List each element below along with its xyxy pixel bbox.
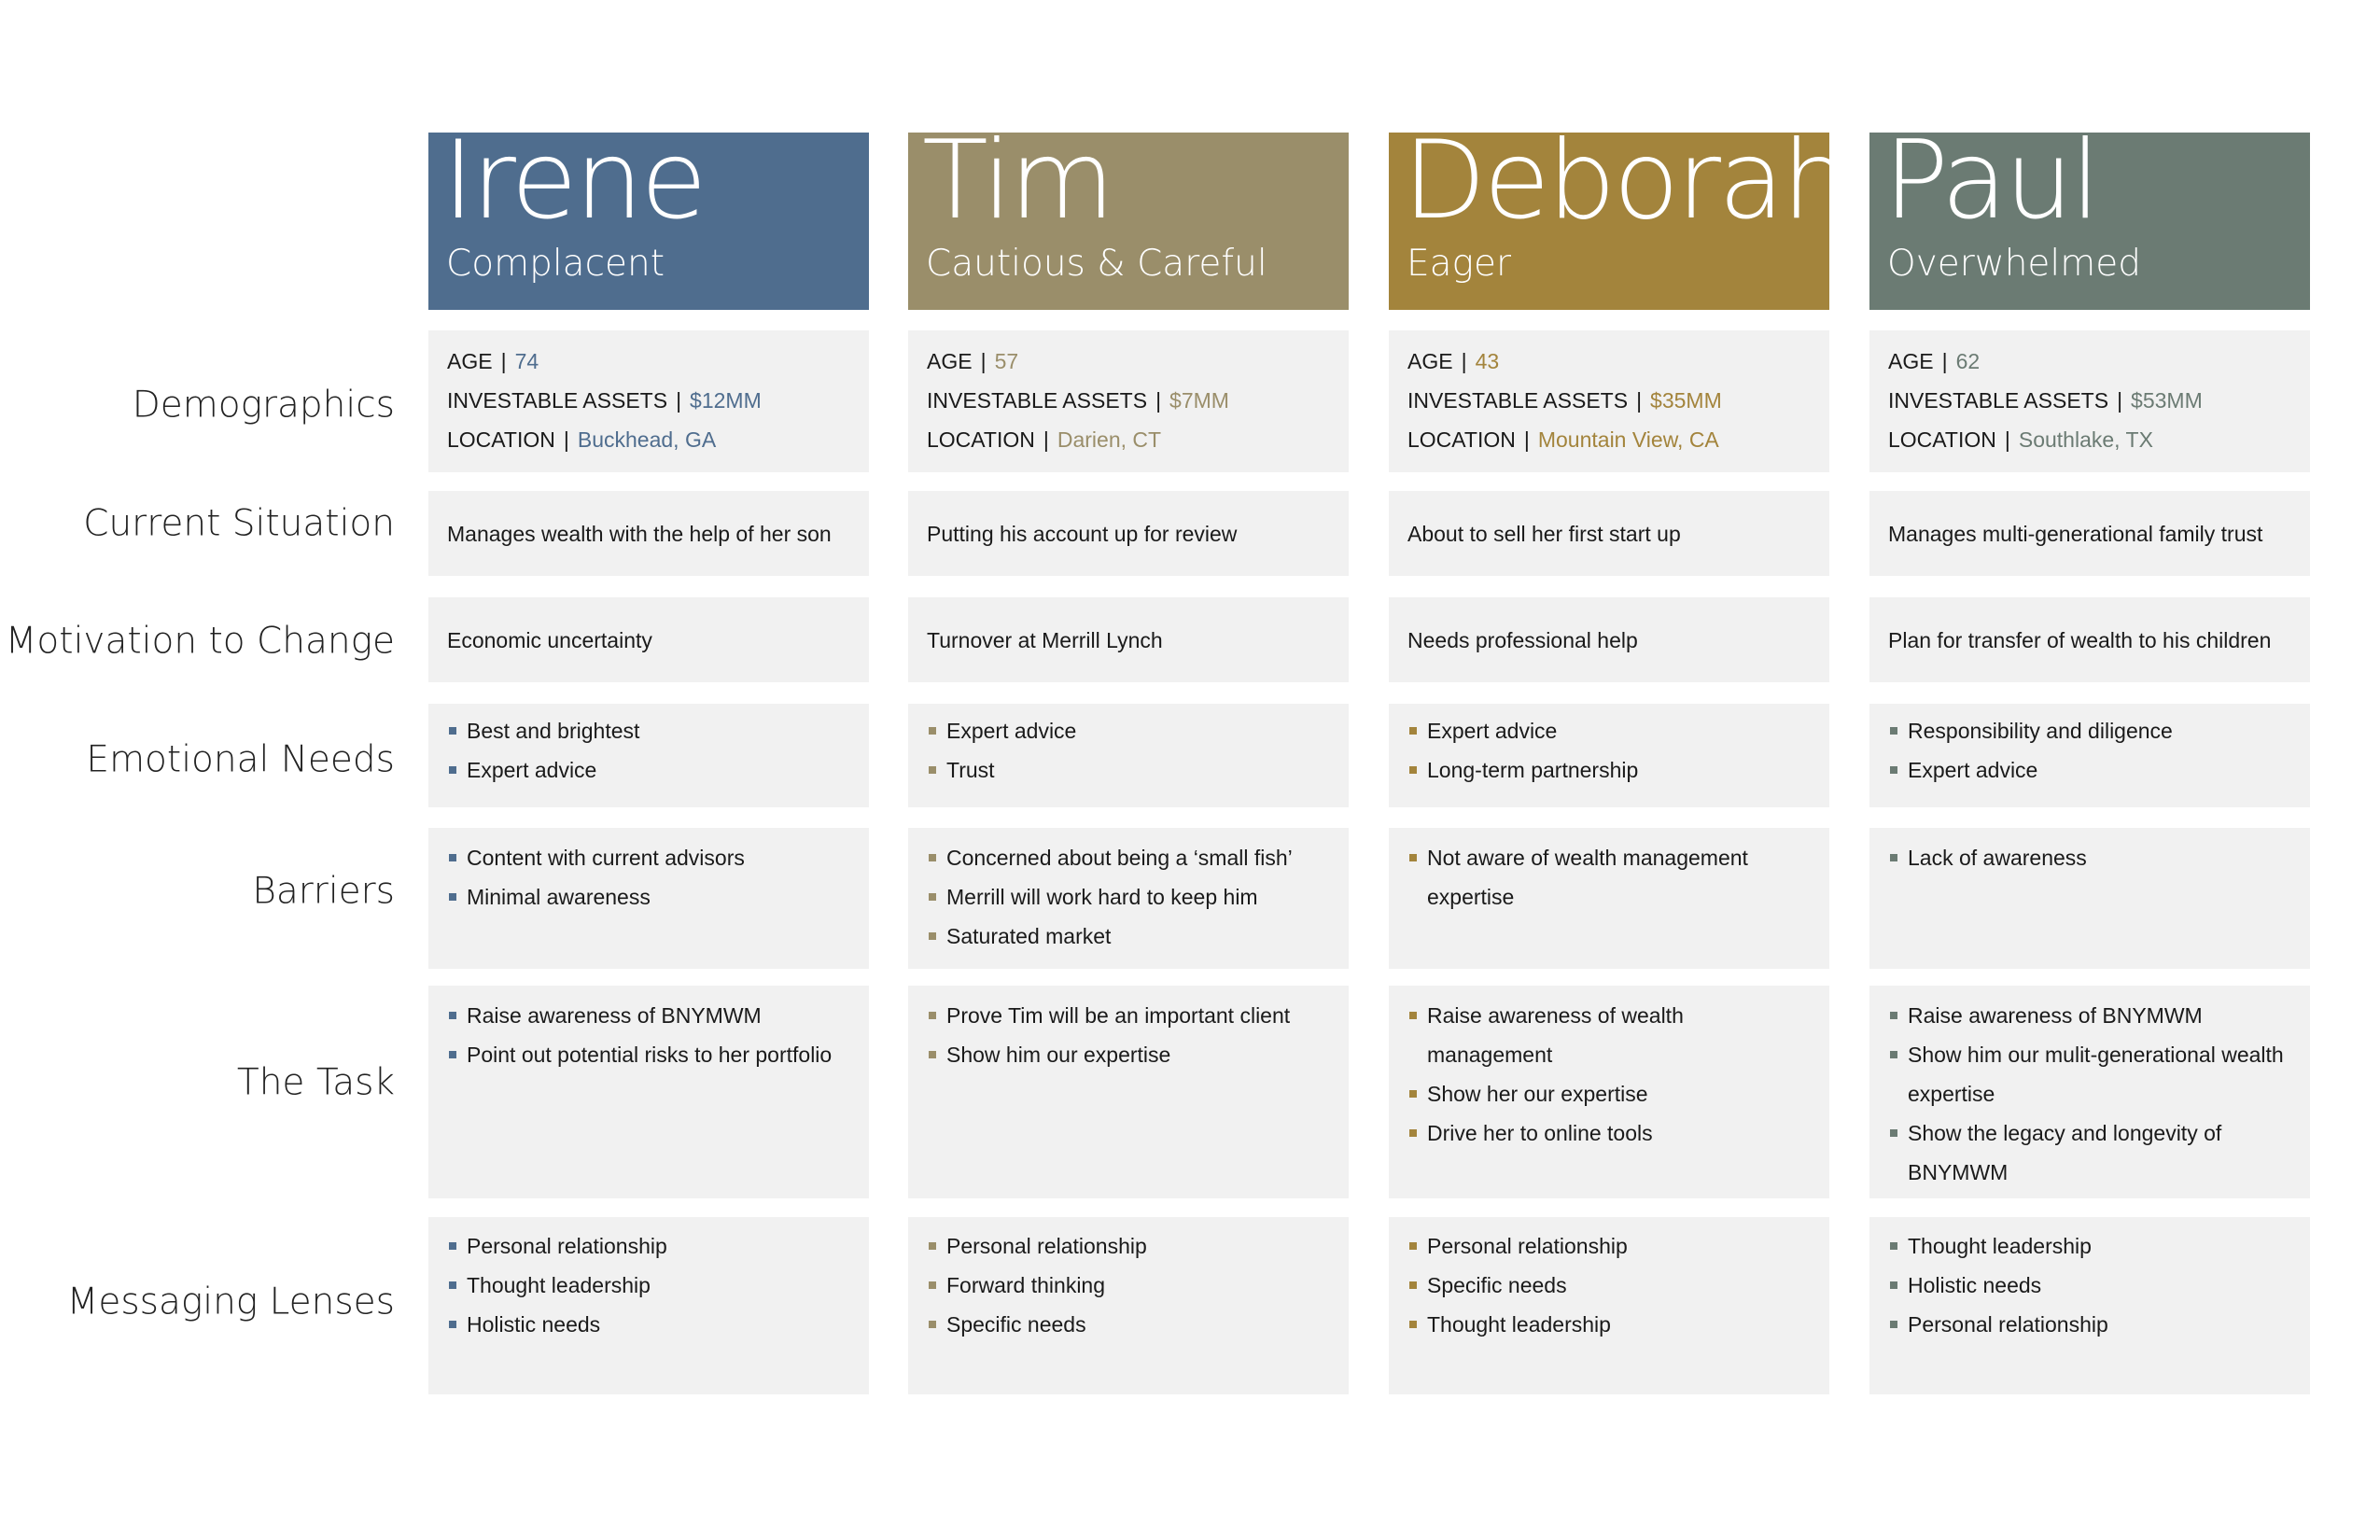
bullet-text: Personal relationship	[1908, 1312, 2108, 1337]
bullet-text: Personal relationship	[467, 1234, 667, 1258]
task-list	[1407, 996, 1813, 1153]
bullet-item	[1888, 996, 2293, 1035]
bullet-square-icon	[929, 1242, 936, 1250]
bullet-item	[447, 877, 852, 917]
motivation-text: Needs professional help	[1407, 627, 1638, 652]
situation-text: Putting his account up for review	[927, 521, 1238, 546]
demo-location-label: LOCATION	[1888, 427, 1996, 452]
row-label-emotional-needs: Emotional Needs	[86, 738, 395, 781]
persona-name: Deborah	[1403, 118, 1848, 244]
bullet-text: Raise awareness of wealth management	[1427, 1003, 1684, 1067]
barriers-list	[927, 838, 1332, 956]
separator: |	[1461, 349, 1467, 373]
bullet-text: Not aware of wealth management expertise	[1427, 846, 1748, 909]
bullet-square-icon	[1409, 1281, 1417, 1289]
emotional-list	[447, 711, 852, 790]
cell-task	[1389, 986, 1829, 1198]
bullet-square-icon	[1409, 1012, 1417, 1019]
row-label-demographics: Demographics	[132, 384, 395, 427]
demo-age-line	[1888, 342, 2293, 381]
bullet-item	[1407, 1226, 1813, 1266]
demo-age-line	[447, 342, 852, 381]
barriers-list	[1888, 838, 2293, 877]
bullet-square-icon	[1890, 1129, 1897, 1137]
cell-motivation	[908, 597, 1349, 682]
situation-text: Manages wealth with the help of her son	[447, 521, 832, 546]
bullet-text: Trust	[946, 758, 995, 782]
bullet-square-icon	[449, 854, 456, 861]
bullet-text: Responsibility and diligence	[1908, 719, 2173, 743]
bullet-item	[447, 1226, 852, 1266]
separator: |	[1636, 388, 1643, 413]
cell-barriers	[1869, 828, 2310, 969]
persona-name: Paul	[1883, 118, 2098, 244]
persona-header	[1869, 118, 2310, 310]
lenses-list	[1888, 1226, 2293, 1344]
demo-location-value: Southlake, TX	[2018, 427, 2153, 452]
bullet-text: Minimal awareness	[467, 885, 651, 909]
barriers-list	[447, 838, 852, 917]
cell-emotional	[428, 704, 869, 807]
bullet-item	[1407, 1305, 1813, 1344]
cell-situation	[1869, 491, 2310, 576]
bullet-square-icon	[449, 727, 456, 735]
demo-age-label: AGE	[927, 349, 973, 373]
bullet-text: Raise awareness of BNYMWM	[467, 1003, 762, 1028]
bullet-item	[927, 1226, 1332, 1266]
bullet-square-icon	[449, 893, 456, 901]
bullet-text: Show him our expertise	[946, 1043, 1171, 1067]
bullet-text: Merrill will work hard to keep him	[946, 885, 1258, 909]
persona-header	[1389, 118, 1848, 310]
barriers-list	[1407, 838, 1813, 917]
demo-location-line	[1407, 420, 1813, 459]
row-label-messaging-lenses: Messaging Lenses	[66, 1281, 395, 1323]
bullet-square-icon	[1890, 1281, 1897, 1289]
motivation-text: Plan for transfer of wealth to his children	[1888, 627, 2272, 652]
bullet-square-icon	[1409, 1321, 1417, 1328]
situation-text: About to sell her first start up	[1407, 521, 1681, 546]
cell-demo	[908, 330, 1349, 472]
separator: |	[1155, 388, 1162, 413]
bullet-square-icon	[449, 1242, 456, 1250]
bullet-square-icon	[1890, 1012, 1897, 1019]
bullet-text: Prove Tim will be an important client	[946, 1003, 1291, 1028]
motivation-text: Turnover at Merrill Lynch	[927, 627, 1163, 652]
bullet-text: Expert advice	[1908, 758, 2038, 782]
separator: |	[2117, 388, 2123, 413]
bullet-square-icon	[1409, 854, 1417, 861]
task-list	[1888, 996, 2293, 1192]
demo-location-label: LOCATION	[1407, 427, 1516, 452]
cell-emotional	[1389, 704, 1829, 807]
demo-location-label: LOCATION	[447, 427, 555, 452]
demo-assets-label: INVESTABLE ASSETS	[1407, 388, 1629, 413]
persona-name: Tim	[922, 118, 1113, 244]
cell-demo	[428, 330, 869, 472]
bullet-text: Point out potential risks to her portfolio	[467, 1043, 833, 1067]
bullet-text: Thought leadership	[1908, 1234, 2092, 1258]
bullet-item	[927, 750, 1332, 790]
bullet-item	[927, 1305, 1332, 1344]
demo-assets-value: $7MM	[1169, 388, 1229, 413]
bullet-item	[927, 838, 1332, 877]
bullet-text: Raise awareness of BNYMWM	[1908, 1003, 2203, 1028]
bullet-square-icon	[449, 766, 456, 774]
bullet-item	[1888, 750, 2293, 790]
emotional-list	[927, 711, 1332, 790]
cell-lenses	[908, 1217, 1349, 1394]
bullet-text: Thought leadership	[467, 1273, 651, 1297]
bullet-text: Expert advice	[1427, 719, 1558, 743]
bullet-square-icon	[449, 1281, 456, 1289]
situation-text: Manages multi-generational family trust	[1888, 521, 2263, 546]
demo-age-value: 57	[994, 349, 1019, 373]
separator: |	[980, 349, 987, 373]
demo-assets-line	[927, 381, 1332, 420]
lenses-list	[1407, 1226, 1813, 1344]
demo-age-label: AGE	[447, 349, 493, 373]
cell-lenses	[428, 1217, 869, 1394]
demo-assets-value: $35MM	[1650, 388, 1722, 413]
bullet-square-icon	[929, 766, 936, 774]
demo-assets-label: INVESTABLE ASSETS	[447, 388, 668, 413]
persona-type: Eager	[1407, 243, 1511, 285]
bullet-text: Expert advice	[467, 758, 597, 782]
bullet-text: Content with current advisors	[467, 846, 745, 870]
bullet-item	[447, 1266, 852, 1305]
bullet-square-icon	[929, 1012, 936, 1019]
bullet-item	[927, 996, 1332, 1035]
bullet-item	[1888, 1266, 2293, 1305]
row-label-current-situation: Current Situation	[83, 502, 395, 545]
bullet-square-icon	[1409, 766, 1417, 774]
bullet-text: Holistic needs	[467, 1312, 601, 1337]
bullet-text: Thought leadership	[1427, 1312, 1611, 1337]
bullet-item	[447, 1305, 852, 1344]
bullet-item	[1407, 1113, 1813, 1153]
bullet-square-icon	[449, 1051, 456, 1058]
bullet-text: Show him our mulit-generational wealth expertise	[1908, 1043, 2284, 1106]
lenses-list	[447, 1226, 852, 1344]
demo-age-value: 62	[1955, 349, 1981, 373]
demo-age-value: 74	[514, 349, 539, 373]
bullet-square-icon	[1409, 1090, 1417, 1098]
bullet-square-icon	[1890, 766, 1897, 774]
bullet-item	[1407, 838, 1813, 917]
bullet-item	[1407, 1266, 1813, 1305]
bullet-item	[447, 838, 852, 877]
cell-barriers	[1389, 828, 1829, 969]
bullet-item	[927, 917, 1332, 956]
bullet-square-icon	[1890, 1242, 1897, 1250]
cell-lenses	[1389, 1217, 1829, 1394]
cell-motivation	[1389, 597, 1829, 682]
bullet-text: Personal relationship	[946, 1234, 1147, 1258]
demo-assets-line	[1407, 381, 1813, 420]
row-label-the-task: The Task	[236, 1061, 395, 1104]
motivation-text: Economic uncertainty	[447, 627, 652, 652]
cell-motivation	[1869, 597, 2310, 682]
cell-situation	[428, 491, 869, 576]
bullet-text: Drive her to online tools	[1427, 1121, 1653, 1145]
separator: |	[676, 388, 682, 413]
demo-age-label: AGE	[1407, 349, 1453, 373]
bullet-text: Show the legacy and longevity of BNYMWM	[1908, 1121, 2222, 1184]
separator: |	[563, 427, 569, 452]
separator: |	[1523, 427, 1530, 452]
persona-type: Cautious & Careful	[926, 243, 1267, 285]
bullet-text: Lack of awareness	[1908, 846, 2087, 870]
demo-assets-line	[447, 381, 852, 420]
cell-barriers	[428, 828, 869, 969]
bullet-item	[1888, 838, 2293, 877]
bullet-item	[1888, 1305, 2293, 1344]
cell-demo	[1389, 330, 1829, 472]
separator: |	[1043, 427, 1049, 452]
bullet-text: Saturated market	[946, 924, 1112, 948]
bullet-square-icon	[929, 1321, 936, 1328]
bullet-square-icon	[1409, 1242, 1417, 1250]
task-list	[927, 996, 1332, 1074]
bullet-item	[1888, 1035, 2293, 1113]
bullet-text: Long-term partnership	[1427, 758, 1639, 782]
bullet-item	[447, 750, 852, 790]
cell-emotional	[908, 704, 1349, 807]
bullet-square-icon	[1890, 1321, 1897, 1328]
bullet-item	[927, 711, 1332, 750]
bullet-square-icon	[1409, 1129, 1417, 1137]
demo-age-line	[927, 342, 1332, 381]
bullet-text: Personal relationship	[1427, 1234, 1628, 1258]
bullet-square-icon	[929, 854, 936, 861]
bullet-item	[1888, 711, 2293, 750]
demo-assets-value: $12MM	[690, 388, 762, 413]
demo-location-value: Darien, CT	[1057, 427, 1162, 452]
demo-location-line	[447, 420, 852, 459]
cell-task	[428, 986, 869, 1198]
bullet-item	[447, 996, 852, 1035]
bullet-text: Expert advice	[946, 719, 1077, 743]
bullet-item	[1888, 1226, 2293, 1266]
row-label-barriers: Barriers	[252, 870, 395, 913]
cell-situation	[1389, 491, 1829, 576]
cell-lenses	[1869, 1217, 2310, 1394]
separator: |	[500, 349, 507, 373]
row-label-motivation-to-change: Motivation to Change	[5, 620, 395, 663]
lenses-list	[927, 1226, 1332, 1344]
bullet-square-icon	[1890, 854, 1897, 861]
bullet-item	[1888, 1113, 2293, 1192]
cell-situation	[908, 491, 1349, 576]
emotional-list	[1407, 711, 1813, 790]
demo-assets-value: $53MM	[2131, 388, 2203, 413]
cell-emotional	[1869, 704, 2310, 807]
demo-location-value: Mountain View, CA	[1537, 427, 1719, 452]
bullet-item	[1407, 750, 1813, 790]
bullet-text: Show her our expertise	[1427, 1082, 1648, 1106]
bullet-square-icon	[1890, 727, 1897, 735]
bullet-text: Best and brightest	[467, 719, 640, 743]
persona-header	[428, 118, 869, 310]
demo-location-line	[927, 420, 1332, 459]
persona-header	[908, 118, 1349, 310]
bullet-item	[1407, 1074, 1813, 1113]
demo-location-line	[1888, 420, 2293, 459]
bullet-item	[447, 711, 852, 750]
bullet-text: Specific needs	[946, 1312, 1086, 1337]
persona-type: Complacent	[446, 243, 665, 285]
demo-location-label: LOCATION	[927, 427, 1035, 452]
bullet-text: Forward thinking	[946, 1273, 1106, 1297]
cell-motivation	[428, 597, 869, 682]
separator: |	[1941, 349, 1948, 373]
bullet-square-icon	[1409, 727, 1417, 735]
bullet-square-icon	[449, 1012, 456, 1019]
demo-age-value: 43	[1475, 349, 1500, 373]
demo-assets-label: INVESTABLE ASSETS	[927, 388, 1148, 413]
bullet-square-icon	[929, 1051, 936, 1058]
bullet-item	[447, 1035, 852, 1074]
persona-name: Irene	[442, 118, 705, 244]
bullet-item	[1407, 996, 1813, 1074]
bullet-square-icon	[929, 1281, 936, 1289]
bullet-text: Concerned about being a ‘small fish’	[946, 846, 1293, 870]
demo-age-line	[1407, 342, 1813, 381]
bullet-item	[927, 877, 1332, 917]
emotional-list	[1888, 711, 2293, 790]
bullet-item	[1407, 711, 1813, 750]
persona-type: Overwhelmed	[1887, 243, 2141, 285]
bullet-item	[927, 1035, 1332, 1074]
bullet-item	[927, 1266, 1332, 1305]
bullet-square-icon	[929, 727, 936, 735]
demo-assets-line	[1888, 381, 2293, 420]
cell-demo	[1869, 330, 2310, 472]
separator: |	[2004, 427, 2010, 452]
bullet-square-icon	[929, 932, 936, 940]
bullet-square-icon	[449, 1321, 456, 1328]
demo-assets-label: INVESTABLE ASSETS	[1888, 388, 2109, 413]
demo-location-value: Buckhead, GA	[577, 427, 717, 452]
task-list	[447, 996, 852, 1074]
bullet-square-icon	[929, 893, 936, 901]
cell-task	[908, 986, 1349, 1198]
demo-age-label: AGE	[1888, 349, 1934, 373]
cell-task	[1869, 986, 2310, 1198]
bullet-text: Specific needs	[1427, 1273, 1567, 1297]
cell-barriers	[908, 828, 1349, 969]
bullet-text: Holistic needs	[1908, 1273, 2042, 1297]
bullet-square-icon	[1890, 1051, 1897, 1058]
